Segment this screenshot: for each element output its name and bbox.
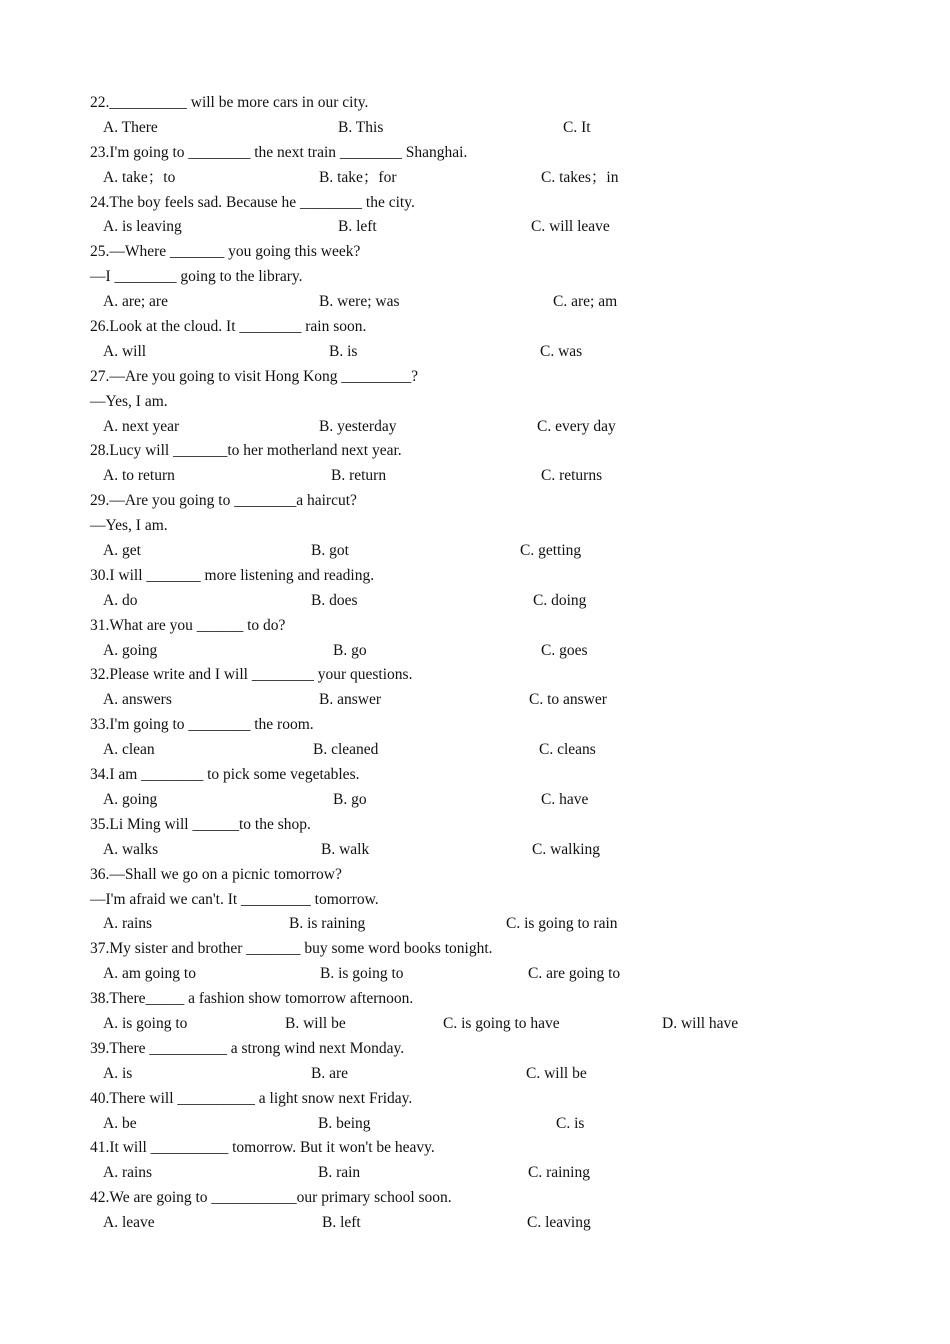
answer-options xyxy=(0,788,950,813)
answer-options xyxy=(0,738,950,763)
answer-option: A. answers xyxy=(103,691,172,709)
answer-option: B. go xyxy=(333,790,367,808)
answer-option: C. leaving xyxy=(527,1214,591,1232)
answer-option: C. to answer xyxy=(529,691,607,709)
answer-option: A. get xyxy=(103,542,141,560)
answer-option: C. is going to rain xyxy=(506,915,618,933)
question-stem: 27.—Are you going to visit Hong Kong _________? xyxy=(90,367,419,385)
question-stem: 42.We are going to ___________our primary school soon. xyxy=(90,1189,452,1207)
answer-option: A. are; are xyxy=(103,293,168,311)
answer-options xyxy=(0,1161,950,1186)
answer-option: A. going xyxy=(103,641,158,659)
question-stem: 30.I will _______ more listening and reading. xyxy=(90,566,375,584)
answer-options xyxy=(0,116,950,141)
answer-options xyxy=(0,838,950,863)
question-stem: 41.It will __________ tomorrow. But it won't be heavy. xyxy=(90,1139,435,1157)
question-stem: 23.I'm going to ________ the next train ________ Shanghai. xyxy=(90,143,468,161)
answer-option: C. was xyxy=(540,342,583,360)
answer-options xyxy=(0,340,950,365)
question-stem: 32.Please write and I will ________ your questions. xyxy=(90,666,413,684)
answer-option: C. every day xyxy=(537,417,616,435)
answer-options xyxy=(0,415,950,440)
answer-options xyxy=(0,639,950,664)
answer-option: A. walks xyxy=(103,840,159,858)
answer-options xyxy=(0,290,950,315)
answer-option: A. to return xyxy=(103,467,175,485)
answer-option: A. rains xyxy=(103,915,153,933)
question-stem: 37.My sister and brother _______ buy some word books tonight. xyxy=(90,940,493,958)
answer-option: B. walk xyxy=(321,840,370,858)
answer-option: B. answer xyxy=(319,691,381,709)
question-stem: 29.—Are you going to ________a haircut? xyxy=(90,492,357,510)
answer-option: C. are going to xyxy=(528,965,621,983)
question-stem: 28.Lucy will _______to her motherland next year. xyxy=(90,442,402,460)
answer-option: A. is going to xyxy=(103,1014,188,1032)
answer-option: B. are xyxy=(311,1064,349,1082)
answer-option: C. are; am xyxy=(553,293,618,311)
answer-option: A. is leaving xyxy=(103,218,182,236)
answer-option: C. cleans xyxy=(539,741,596,759)
answer-option: C. will be xyxy=(526,1064,587,1082)
answer-option: B. take；for xyxy=(319,168,397,186)
answer-option: A. am going to xyxy=(103,965,196,983)
answer-option: B. being xyxy=(318,1114,371,1132)
answer-option: B. rain xyxy=(318,1164,361,1182)
question-stem: 31.What are you ______ to do? xyxy=(90,616,286,634)
question-stem: 35.Li Ming will ______to the shop. xyxy=(90,815,311,833)
answer-option: A. There xyxy=(103,118,158,136)
answer-option: C. is going to have xyxy=(443,1014,560,1032)
answer-option: A. rains xyxy=(103,1164,153,1182)
answer-option: A. take；to xyxy=(103,168,176,186)
answer-option: A. next year xyxy=(103,417,180,435)
question-stem: 24.The boy feels sad. Because he ________ the city. xyxy=(90,193,415,211)
answer-options xyxy=(0,1112,950,1137)
answer-option: A. be xyxy=(103,1114,137,1132)
answer-option: A. clean xyxy=(103,741,155,759)
answer-option: A. going xyxy=(103,790,158,808)
dialogue-reply: —Yes, I am. xyxy=(90,517,168,535)
answer-options xyxy=(0,589,950,614)
answer-option: B. is going to xyxy=(320,965,404,983)
answer-options xyxy=(0,166,950,191)
answer-option: B. cleaned xyxy=(313,741,379,759)
answer-option: B. return xyxy=(331,467,387,485)
question-stem: 22.__________ will be more cars in our city. xyxy=(90,94,369,111)
answer-option: A. do xyxy=(103,591,138,609)
answer-options xyxy=(0,912,950,937)
answer-option: C. is xyxy=(556,1114,585,1132)
answer-option: A. is xyxy=(103,1064,133,1082)
answer-option: B. will be xyxy=(285,1014,346,1032)
dialogue-reply: —I ________ going to the library. xyxy=(90,268,303,286)
answer-options xyxy=(0,1012,950,1037)
answer-options xyxy=(0,962,950,987)
answer-option: C. raining xyxy=(528,1164,590,1182)
answer-option: C. It xyxy=(563,118,591,136)
question-stem: 34.I am ________ to pick some vegetables. xyxy=(90,766,360,784)
answer-option: A. leave xyxy=(103,1214,155,1232)
answer-option: C. doing xyxy=(533,591,587,609)
answer-options xyxy=(0,688,950,713)
answer-option: D. will have xyxy=(662,1014,739,1032)
answer-option: C. will leave xyxy=(531,218,610,236)
answer-option: B. were; was xyxy=(319,293,400,311)
dialogue-reply: —I'm afraid we can't. It _________ tomorrow. xyxy=(90,890,379,908)
question-stem: 36.—Shall we go on a picnic tomorrow? xyxy=(90,865,342,883)
answer-options xyxy=(0,1211,950,1236)
answer-options xyxy=(0,215,950,240)
answer-option: B. left xyxy=(338,218,377,236)
answer-option: C. takes；in xyxy=(541,168,619,186)
answer-option: A. will xyxy=(103,342,147,360)
question-stem: 26.Look at the cloud. It ________ rain soon. xyxy=(90,318,367,336)
answer-options xyxy=(0,464,950,489)
answer-options xyxy=(0,1062,950,1087)
answer-option: B. go xyxy=(333,641,367,659)
question-stem: 38.There_____ a fashion show tomorrow afternoon. xyxy=(90,990,414,1008)
dialogue-reply: —Yes, I am. xyxy=(90,392,168,410)
answer-option: B. yesterday xyxy=(319,417,397,435)
answer-option: C. walking xyxy=(532,840,601,858)
answer-option: B. got xyxy=(311,542,349,560)
question-stem: 39.There __________ a strong wind next Monday. xyxy=(90,1039,405,1057)
answer-option: B. is xyxy=(329,342,358,360)
answer-options xyxy=(0,539,950,564)
answer-option: B. is raining xyxy=(289,915,366,933)
answer-option: C. getting xyxy=(520,542,582,560)
answer-option: C. goes xyxy=(541,641,588,659)
question-stem: 33.I'm going to ________ the room. xyxy=(90,716,314,734)
question-stem: 40.There will __________ a light snow next Friday. xyxy=(90,1089,413,1107)
answer-option: C. returns xyxy=(541,467,603,485)
answer-option: B. does xyxy=(311,591,358,609)
answer-option: B. This xyxy=(338,118,384,136)
answer-option: C. have xyxy=(541,790,589,808)
answer-option: B. left xyxy=(322,1214,361,1232)
question-stem: 25.—Where _______ you going this week? xyxy=(90,243,361,261)
